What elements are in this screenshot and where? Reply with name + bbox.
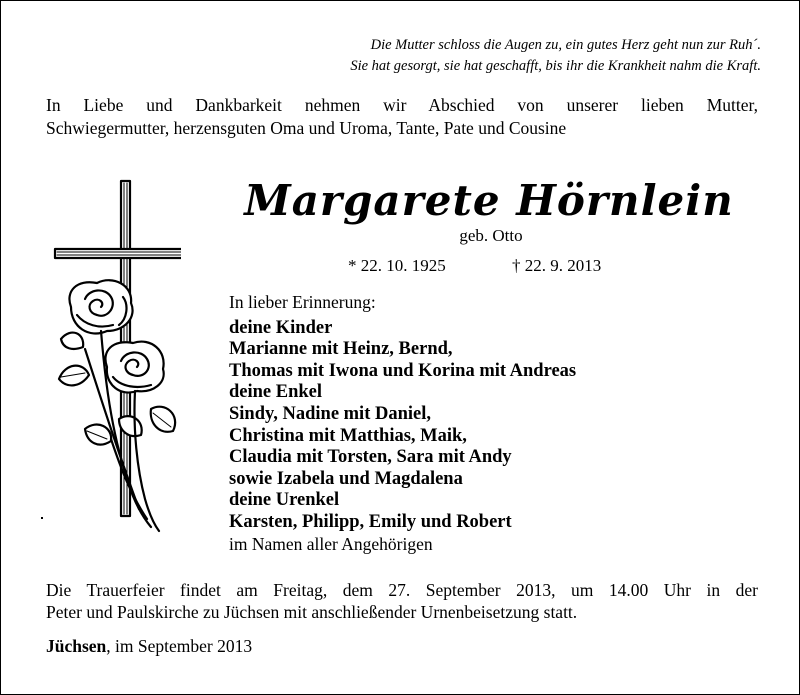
mourner-line: Thomas mit Iwona und Korina mit Andreas <box>229 360 577 381</box>
mourner-line: Karsten, Philipp, Emily und Robert <box>229 511 512 532</box>
memorial-poem <box>151 35 761 77</box>
cross-with-roses-icon <box>41 179 181 539</box>
mourner-line: sowie Izabela und Magdalena <box>229 468 463 489</box>
signoff-place: Jüchsen <box>46 636 107 656</box>
signoff <box>46 635 546 657</box>
funeral-line: Die Trauerfeier findet am Freitag, dem 27. September 2013, um 14.00 Uhr in der <box>46 580 758 600</box>
death-date: † 22. 9. 2013 <box>512 256 602 275</box>
mourner-line: Christina mit Matthias, Maik, <box>229 425 467 446</box>
funeral-notice <box>46 579 758 623</box>
poem-line: Die Mutter schloss die Augen zu, ein gutes Herz geht nun zur Ruh´. <box>370 37 761 53</box>
funeral-line: Peter und Paulskirche zu Jüchsen mit anschließender Urnenbeisetzung statt. <box>46 602 578 622</box>
deceased-name: Margarete Hörnlein <box>244 176 734 225</box>
mourners-tail: im Namen aller Angehörigen <box>229 533 433 554</box>
intro-text <box>46 94 758 140</box>
intro-line: Schwiegermutter, herzensguten Oma und Uroma, Tante, Pate und Cousine <box>46 118 567 138</box>
mourner-line: deine Urenkel <box>229 490 340 511</box>
maiden-name: geb. Otto <box>459 226 523 245</box>
mourner-line: deine Kinder <box>229 317 333 338</box>
birth-date: * 22. 10. 1925 <box>348 256 446 275</box>
poem-line: Sie hat gesorgt, sie hat geschafft, bis ihr die Krankheit nahm die Kraft. <box>350 58 761 74</box>
mourner-line: Claudia mit Torsten, Sara mit Andy <box>229 447 512 468</box>
mourner-line: Marianne mit Heinz, Bernd, <box>229 339 453 360</box>
mourners-list <box>229 292 729 555</box>
speck <box>41 517 43 519</box>
mourner-line: Sindy, Nadine mit Daniel, <box>229 403 432 424</box>
mourners-lead: In lieber Erinnerung: <box>229 292 376 312</box>
intro-line: In Liebe und Dankbarkeit nehmen wir Abschied von unserer lieben Mutter, <box>46 95 758 115</box>
mourner-line: deine Enkel <box>229 382 323 403</box>
signoff-date: , im September 2013 <box>106 636 253 656</box>
